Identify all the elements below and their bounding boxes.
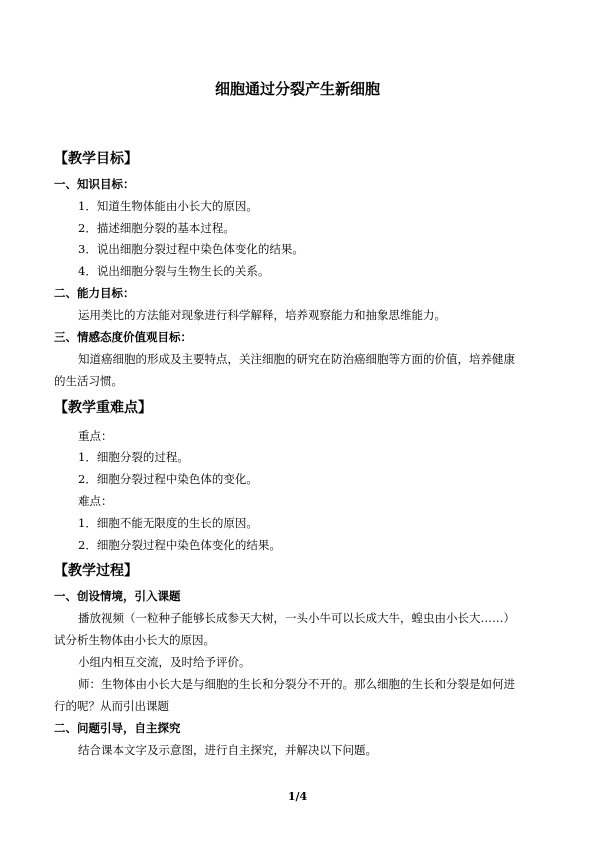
page-number: 1/4 (287, 790, 308, 803)
process-step1-p3-line2: 行的呢？从而引出课题 (54, 699, 169, 713)
section-heading-process: 【教学过程】 (54, 563, 138, 579)
section-heading-key-points: 【教学重难点】 (54, 400, 152, 416)
list-item: 4．说出细胞分裂与生物生长的关系。 (78, 264, 270, 278)
list-item: 3．说出细胞分裂过程中染色体变化的结果。 (78, 242, 304, 256)
process-step2-p1: 结合课本文字及示意图，进行自主探究，并解决以下问题。 (78, 743, 377, 757)
focus-label: 重点： (78, 429, 113, 443)
process-step1-p2: 小组内相互交流，及时给予评价。 (78, 655, 251, 669)
emotion-goals-text-line2: 的生活习惯。 (54, 374, 123, 388)
difficulty-label: 难点： (78, 494, 113, 508)
list-item: 2．细胞分裂过程中染色体变化的结果。 (78, 538, 281, 552)
list-item: 1．知道生物体能由小长大的原因。 (78, 199, 258, 213)
process-step2-heading: 二、问题引导，自主探究 (54, 721, 181, 735)
list-item: 1．细胞分裂的过程。 (78, 450, 189, 464)
process-step1-heading: 一、创设情境，引入课题 (54, 589, 181, 603)
process-step1-p3-line1: 师：生物体由小长大是与细胞的生长和分裂分不开的。那么细胞的生长和分裂是如何进 (78, 677, 515, 691)
process-step1-p1-line1: 播放视频（一粒种子能够长成参天大树，一头小牛可以长成大牛，蝗虫由小长大……） (78, 611, 515, 625)
ability-goals-heading: 二、能力目标： (54, 286, 135, 300)
emotion-goals-text-line1: 知道癌细胞的形成及主要特点，关注细胞的研究在防治癌细胞等方面的价值，培养健康 (78, 352, 515, 366)
page-title: 细胞通过分裂产生新细胞 (214, 80, 380, 98)
emotion-goals-heading: 三、情感态度价值观目标： (54, 330, 192, 344)
knowledge-goals-heading: 一、知识目标： (54, 177, 135, 191)
section-heading-goals: 【教学目标】 (54, 151, 138, 167)
list-item: 2．描述细胞分裂的基本过程。 (78, 221, 235, 235)
list-item: 2．细胞分裂过程中染色体的变化。 (78, 472, 258, 486)
list-item: 1．细胞不能无限度的生长的原因。 (78, 516, 258, 530)
process-step1-p1-line2: 试分析生物体由小长大的原因。 (54, 633, 215, 647)
ability-goals-text: 运用类比的方法能对现象进行科学解释，培养观察能力和抽象思维能力。 (78, 308, 446, 322)
